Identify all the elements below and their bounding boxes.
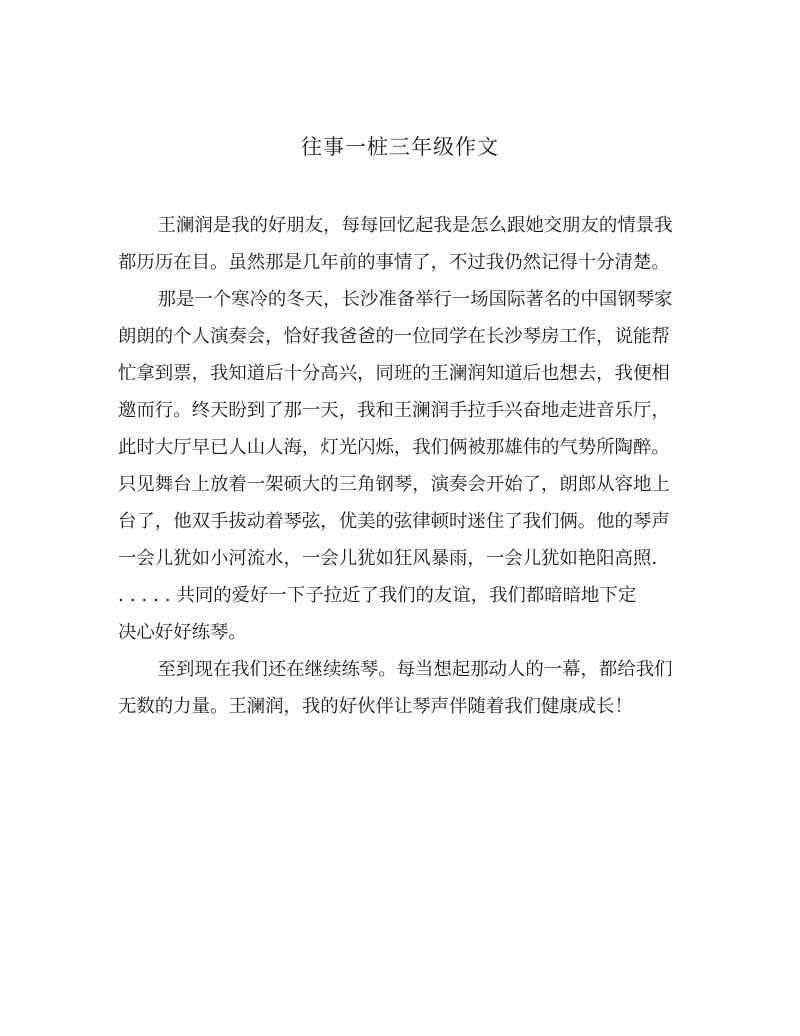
paragraph-3-line-2: 无数的力量。王澜润，我的好伙伴让琴声伴随着我们健康成长！: [118, 696, 633, 717]
paragraph-2-line-4: 邀而行。终天盼到了那一天，我和王澜润手拉手兴奋地走进音乐厅，: [118, 400, 670, 421]
paragraph-1: [118, 207, 684, 281]
document-title: 往事一桩三年级作文: [301, 135, 499, 159]
paragraph-2: [118, 281, 684, 651]
paragraph-2-line-10: 决心好好练琴。: [118, 622, 247, 643]
paragraph-2-line-9: . . . . . 共同的爱好一下子拉近了我们的友谊，我们都暗暗地下定: [118, 585, 637, 606]
paragraph-2-line-2: 朗朗的个人演奏会，恰好我爸爸的一位同学在长沙琴房工作，说能帮: [118, 326, 670, 347]
paragraph-2-line-1: 那是一个寒冷的冬天，长沙准备举行一场国际著名的中国钢琴家: [157, 289, 673, 310]
paragraph-2-line-3: 忙拿到票，我知道后十分高兴，同班的王澜润知道后也想去，我便相: [118, 363, 670, 384]
paragraph-3-line-1: 至到现在我们还在继续练琴。每当想起那动人的一幕，都给我们: [157, 659, 673, 680]
paragraph-2-line-5: 此时大厅早已人山人海，灯光闪烁，我们俩被那雄伟的气势所陶醉。: [118, 437, 670, 458]
paragraph-1-line-2: 都历历在目。虽然那是几年前的事情了，不过我仍然记得十分清楚。: [118, 252, 670, 273]
paragraph-2-line-8: 一会儿犹如小河流水，一会儿犹如狂风暴雨，一会儿犹如艳阳高照.: [118, 548, 658, 569]
paragraph-1-line-1: 王澜润是我的好朋友，每每回忆起我是怎么跟她交朋友的情景我: [157, 215, 673, 236]
paragraph-2-line-7: 台了，他双手拔动着琴弦，优美的弦律顿时迷住了我们俩。他的琴声: [118, 511, 670, 532]
document-body: [118, 207, 684, 725]
paragraph-3: [118, 651, 684, 725]
paragraph-2-line-6: 只见舞台上放着一架硕大的三角钢琴，演奏会开始了，朗郎从容地上: [118, 474, 670, 495]
